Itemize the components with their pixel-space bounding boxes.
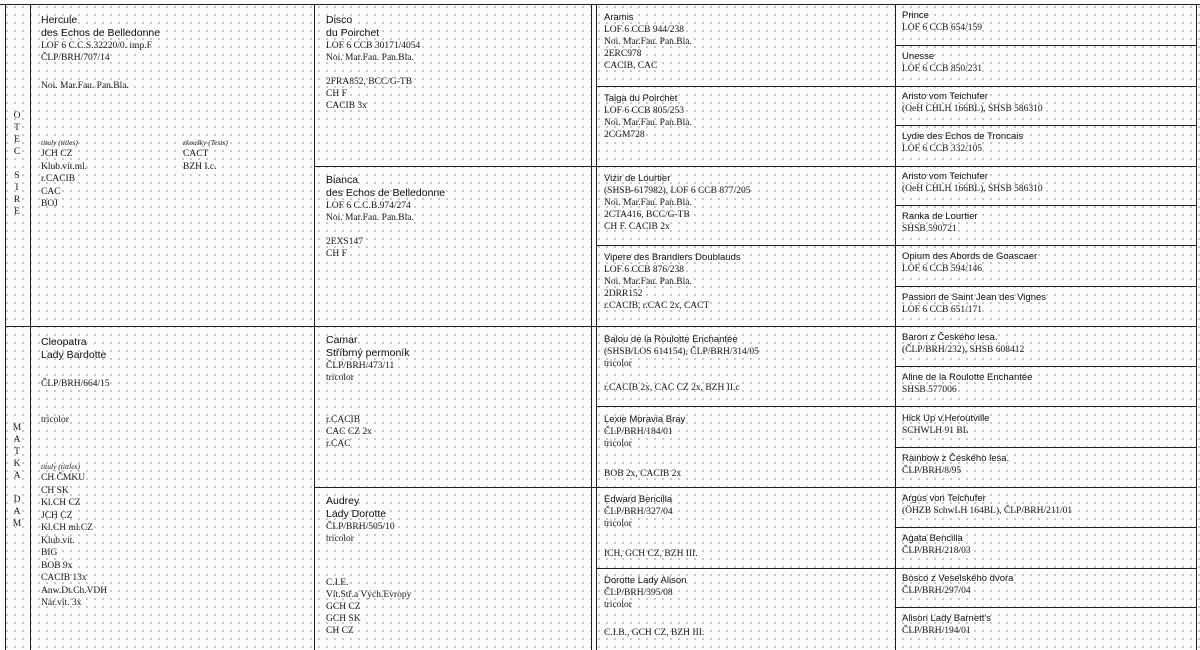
gen4-name: Baron z Českého lesa. xyxy=(902,332,998,343)
gen2-line: CH F xyxy=(326,89,347,99)
sire-tests-heading: zkoušky (Tests) xyxy=(183,138,228,147)
dam-title: Anw.Dt.Ch.VDH xyxy=(41,585,108,596)
gen2-name: Lady Dorotte xyxy=(326,508,387,520)
gen4-divider xyxy=(895,205,1196,206)
gen2-line: LOF 6 C.C.B.974/274 xyxy=(326,201,411,211)
gen4-divider xyxy=(895,45,1196,46)
gen2-line: Noi. Mar.Fau. Pan.Bla. xyxy=(326,213,414,223)
gen2-cell xyxy=(326,174,588,260)
gen4-divider xyxy=(895,607,1196,608)
divider-gen1 xyxy=(314,4,315,650)
gen3-divider xyxy=(596,245,896,246)
dam-reg: ČLP/BRH/664/15 xyxy=(41,379,110,389)
gen2-line: Noi. Mar.Fau. Pan.Bla. xyxy=(326,53,414,63)
gen4-cell xyxy=(902,613,1192,637)
gen4-divider xyxy=(895,125,1196,126)
gen3-line: LOF 6 CCB 805/253 xyxy=(604,106,684,116)
gen3-line: CACIB, CAC xyxy=(604,61,658,71)
gen4-name: Aline de la Roulotte Enchantée xyxy=(902,372,1033,383)
gen3-cell xyxy=(604,414,892,480)
sire-test: CACT xyxy=(183,149,209,159)
gen4-cell xyxy=(902,372,1192,396)
gen3-line: 2ERC978 xyxy=(604,49,642,59)
sire-title: BOJ xyxy=(41,199,58,209)
gen2-line: CACIB 3x xyxy=(326,101,367,111)
frame-right xyxy=(1196,4,1197,650)
dam-title: Klub.vít. xyxy=(41,535,75,546)
gen2-name: Bianca xyxy=(326,174,359,186)
gen2-line: CH F xyxy=(326,249,347,259)
gen3-line: LOF 6 CCB 944/238 xyxy=(604,25,684,35)
gen4-line: LOF 6 CCB 850/231 xyxy=(902,64,982,74)
gen3-cell xyxy=(604,12,892,72)
gen2-line: r.CAC xyxy=(326,439,351,449)
dam-title: CACIB 13x xyxy=(41,573,87,583)
gen4-cell xyxy=(902,453,1192,477)
gen4-line: (ÖHZB SchwLH 164BL), ČLP/BRH/211/01 xyxy=(902,506,1073,516)
gen4-cell xyxy=(902,171,1192,195)
divider-gen2b xyxy=(596,4,597,650)
gen4-line: SHSB 590721 xyxy=(902,224,957,234)
gen4-cell xyxy=(902,292,1192,316)
gen3-name: Vipere des Brandiers Doublauds xyxy=(604,252,741,263)
sire-titles-heading: tituly (titles) xyxy=(41,138,78,147)
gen4-line: ČLP/BRH/194/01 xyxy=(902,626,971,636)
sire-tests xyxy=(183,138,303,173)
sire-name-kennel: des Echos de Belledonne xyxy=(41,27,161,39)
gen3-name: Lexie Moravia Bray xyxy=(604,414,686,425)
gen3-line: (SHSB/LOS 614154), ČLP/BRH/314/05 xyxy=(604,347,759,357)
gen4-name: Unesse xyxy=(902,51,935,62)
gen3-line: tricolor xyxy=(604,439,632,449)
divider-label xyxy=(30,4,31,650)
gen3-line: Noi. Mar.Fau. Pan.Bla. xyxy=(604,198,692,208)
sire-reg: ČLP/BRH/707/14 xyxy=(41,53,110,63)
gen3-cell xyxy=(604,334,892,394)
dam-color: tricolor xyxy=(41,415,69,425)
gen2-line: GCH SK xyxy=(326,614,361,624)
gen3-name: Balou de la Roulotte Enchantée xyxy=(604,334,738,345)
gen3-line: r.CACIB, r.CAC 2x, CACT xyxy=(604,301,710,311)
gen4-line: (OeH CHLH 166BL), SHSB 586310 xyxy=(902,104,1043,114)
sire-title: JCH CZ xyxy=(41,149,73,159)
sire-name: Hercule xyxy=(41,14,78,26)
gen2-name: Disco xyxy=(326,14,353,26)
gen2-line: tricolor xyxy=(326,373,354,383)
dam-name-kennel: Lady Bardotte xyxy=(41,349,107,361)
gen4-name: Agata Bencilla xyxy=(902,533,963,544)
gen4-line: ČLP/BRH/218/03 xyxy=(902,546,971,556)
gen3-divider xyxy=(596,568,896,569)
gen2-line: tricolor xyxy=(326,534,354,544)
gen4-line: LOF 6 CCB 651/171 xyxy=(902,305,982,315)
gen3-line: 2CGM728 xyxy=(604,130,645,140)
gen4-name: Hick Up v.Heroutville xyxy=(902,413,990,424)
gen3-divider xyxy=(596,406,896,407)
gen4-name: Bosco z Veselského dvora xyxy=(902,573,1014,584)
sire-title: r.CACIB xyxy=(41,174,76,184)
gen4-cell xyxy=(902,332,1192,356)
gen4-divider xyxy=(895,447,1196,448)
dam-title: Kl.CH ml.CZ xyxy=(41,523,93,533)
sire-reg: LOF 6 C.C.S.32220/0. imp.F xyxy=(41,41,152,51)
gen3-cell xyxy=(604,173,892,233)
gen3-line: LOF 6 CCB 876/238 xyxy=(604,265,684,275)
gen4-name: Lydie des Echos de Troncais xyxy=(902,131,1024,142)
dam-name: Cleopatra xyxy=(41,336,87,348)
sire-dam-divider xyxy=(5,326,1196,327)
gen2-line: ČLP/BRH/473/11 xyxy=(326,361,395,371)
dam-title: CH ČMKU xyxy=(41,473,86,483)
dam-title: Nár.vít. 3x xyxy=(41,598,82,608)
gen2-cell xyxy=(326,495,588,637)
dam-titles xyxy=(41,462,241,610)
gen4-name: Passion de Saint Jean des Vignes xyxy=(902,292,1047,303)
gen4-line: ČLP/BRH/297/04 xyxy=(902,586,971,596)
dam-side-label: M A T K A D A M xyxy=(12,423,22,529)
gen4-cell xyxy=(902,533,1192,557)
gen3-line: r.CACIB 2x, CAC CZ 2x, BZH II.c xyxy=(604,383,740,393)
gen4-cell xyxy=(902,51,1192,75)
gen3-divider xyxy=(596,86,896,87)
gen2-line: r.CACIB xyxy=(326,415,361,425)
gen3-cell xyxy=(604,494,892,560)
gen2-name: du Poirchet xyxy=(326,27,380,39)
gen3-line: 2CTA416, BCC/G-TB xyxy=(604,210,690,220)
divider-gen3 xyxy=(895,4,896,650)
gen4-name: Opium des Abords de Goascaer xyxy=(902,251,1038,262)
gen4-cell xyxy=(902,251,1192,275)
gen3-line: tricolor xyxy=(604,519,632,529)
gen3-name: Edward Bencilla xyxy=(604,494,673,505)
gen2-line: Vít.Stř.a Vých.Evropy xyxy=(326,590,412,600)
sire-side-label: O T E C S I R E xyxy=(13,111,21,217)
gen3-name: Dorotte Lady Alison xyxy=(604,575,687,586)
sire-title: CAC xyxy=(41,186,61,197)
gen3-cell xyxy=(604,252,892,312)
sire-test: BZH I.c. xyxy=(183,161,217,172)
gen2-line: LOF 6 CCB 30171/4054 xyxy=(326,41,421,51)
gen4-cell xyxy=(902,493,1192,517)
gen4-name: Alison Lady Barnett's xyxy=(902,613,991,624)
gen4-name: Prince xyxy=(902,10,929,21)
gen2-name: Stříbrný permoník xyxy=(326,347,410,359)
gen3-line: Noi. Mar.Fau. Pan.Bla. xyxy=(604,277,692,287)
gen4-name: Argus von Teichufer xyxy=(902,493,986,504)
gen4-divider xyxy=(895,406,1196,407)
dam-titles-heading: tituly (tittles) xyxy=(41,462,80,471)
dam-title: JCH CZ xyxy=(41,510,73,521)
gen2-line: GCH CZ xyxy=(326,602,361,612)
gen2-cell xyxy=(326,334,588,450)
divider-gen2 xyxy=(591,4,592,650)
gen4-name: Aristo vom Teichufer xyxy=(902,91,988,102)
gen3-name: Taiga du Poirchet xyxy=(604,93,678,104)
gen3-name: Vizir de Lourtier xyxy=(604,173,671,184)
gen4-cell xyxy=(902,573,1192,597)
gen3-line: Noi. Mar.Fau. Pan.Bla. xyxy=(604,118,692,128)
gen4-divider xyxy=(895,286,1196,287)
gen4-line: SHSB 577006 xyxy=(902,385,957,395)
dam-title: BIG xyxy=(41,548,58,558)
gen2-line: CH CZ xyxy=(326,626,354,636)
gen4-divider xyxy=(895,245,1196,246)
gen4-name: Aristo vom Teichufer xyxy=(902,171,988,182)
gen3-line: (SHSB-617982), LOF 6 CCB 877/205 xyxy=(604,186,751,196)
gen4-divider xyxy=(895,166,1196,167)
gen4-divider xyxy=(895,487,1196,488)
dam-title: CH SK xyxy=(41,485,69,496)
dam-title: Kl.CH CZ xyxy=(41,498,81,508)
sire-titles xyxy=(41,138,171,211)
sire-title: Klub.vít.ml. xyxy=(41,161,88,172)
gen4-divider xyxy=(895,366,1196,367)
gen2-cell xyxy=(326,14,588,112)
gen2-divider-top xyxy=(314,166,596,167)
frame-top xyxy=(0,4,1200,5)
gen3-cell xyxy=(604,93,892,141)
gen2-line: C.I.E. xyxy=(326,578,349,588)
gen4-divider xyxy=(895,86,1196,87)
gen4-cell xyxy=(902,10,1192,34)
gen4-cell xyxy=(902,91,1192,115)
gen4-cell xyxy=(902,211,1192,235)
gen3-line: tricolor xyxy=(604,600,632,610)
gen2-line: CAC CZ 2x xyxy=(326,427,372,437)
gen1-sire-cell xyxy=(41,14,309,92)
gen3-name: Aramis xyxy=(604,12,634,23)
gen1-dam-cell xyxy=(41,336,309,426)
gen2-name: Camar xyxy=(326,334,358,346)
dam-title: BOB 9x xyxy=(41,560,73,571)
gen3-divider xyxy=(596,166,896,167)
frame-left xyxy=(5,4,6,650)
gen2-name: des Echos de Belledonne xyxy=(326,187,446,199)
gen2-line: 2FRA852, BCC/G-TB xyxy=(326,77,413,87)
gen4-line: (OeH CHLH 166BL), SHSB 586310 xyxy=(902,184,1043,194)
gen3-divider xyxy=(596,487,896,488)
gen4-line: LOF 6 CCB 654/159 xyxy=(902,23,982,33)
gen3-line: tricolor xyxy=(604,359,632,369)
gen3-line: BOB 2x, CACIB 2x xyxy=(604,469,682,479)
gen4-line: (ČLP/BRH/232), SHSB 608412 xyxy=(902,345,1025,355)
gen3-line: 2DRR152 xyxy=(604,289,643,299)
gen2-divider-bottom xyxy=(314,487,596,488)
gen4-divider xyxy=(895,527,1196,528)
gen3-line: ČLP/BRH/327/04 xyxy=(604,507,673,517)
gen3-line: ČLP/BRH/184/01 xyxy=(604,427,673,437)
gen2-name: Audrey xyxy=(326,495,360,507)
gen4-name: Rainbow z Českého lesa. xyxy=(902,453,1010,464)
sire-color: Noi. Mar.Fau. Pan.Bla. xyxy=(41,81,129,91)
gen2-line: ČLP/BRH/505/10 xyxy=(326,522,395,532)
gen3-line: CH F. CACIB 2x xyxy=(604,222,670,232)
gen4-cell xyxy=(902,131,1192,155)
gen3-line: C.I.B., GCH CZ, BZH III. xyxy=(604,628,705,638)
gen3-line: Noi. Mar.Fau. Pan.Bla. xyxy=(604,37,692,47)
gen3-line: ČLP/BRH/395/08 xyxy=(604,588,673,598)
gen4-line: LOF 6 CCB 332/105 xyxy=(902,144,982,154)
gen4-line: SCHWLH 91 BL xyxy=(902,426,969,436)
gen3-cell xyxy=(604,575,892,639)
gen4-line: ČLP/BRH/8/95 xyxy=(902,466,962,476)
gen4-divider xyxy=(895,568,1196,569)
gen4-cell xyxy=(902,413,1192,437)
gen4-name: Ranka de Lourtier xyxy=(902,211,978,222)
gen2-line: 2EXS147 xyxy=(326,237,363,247)
gen4-line: LOF 6 CCB 594/146 xyxy=(902,264,982,274)
gen3-line: ICH, GCH CZ, BZH III. xyxy=(604,549,698,559)
